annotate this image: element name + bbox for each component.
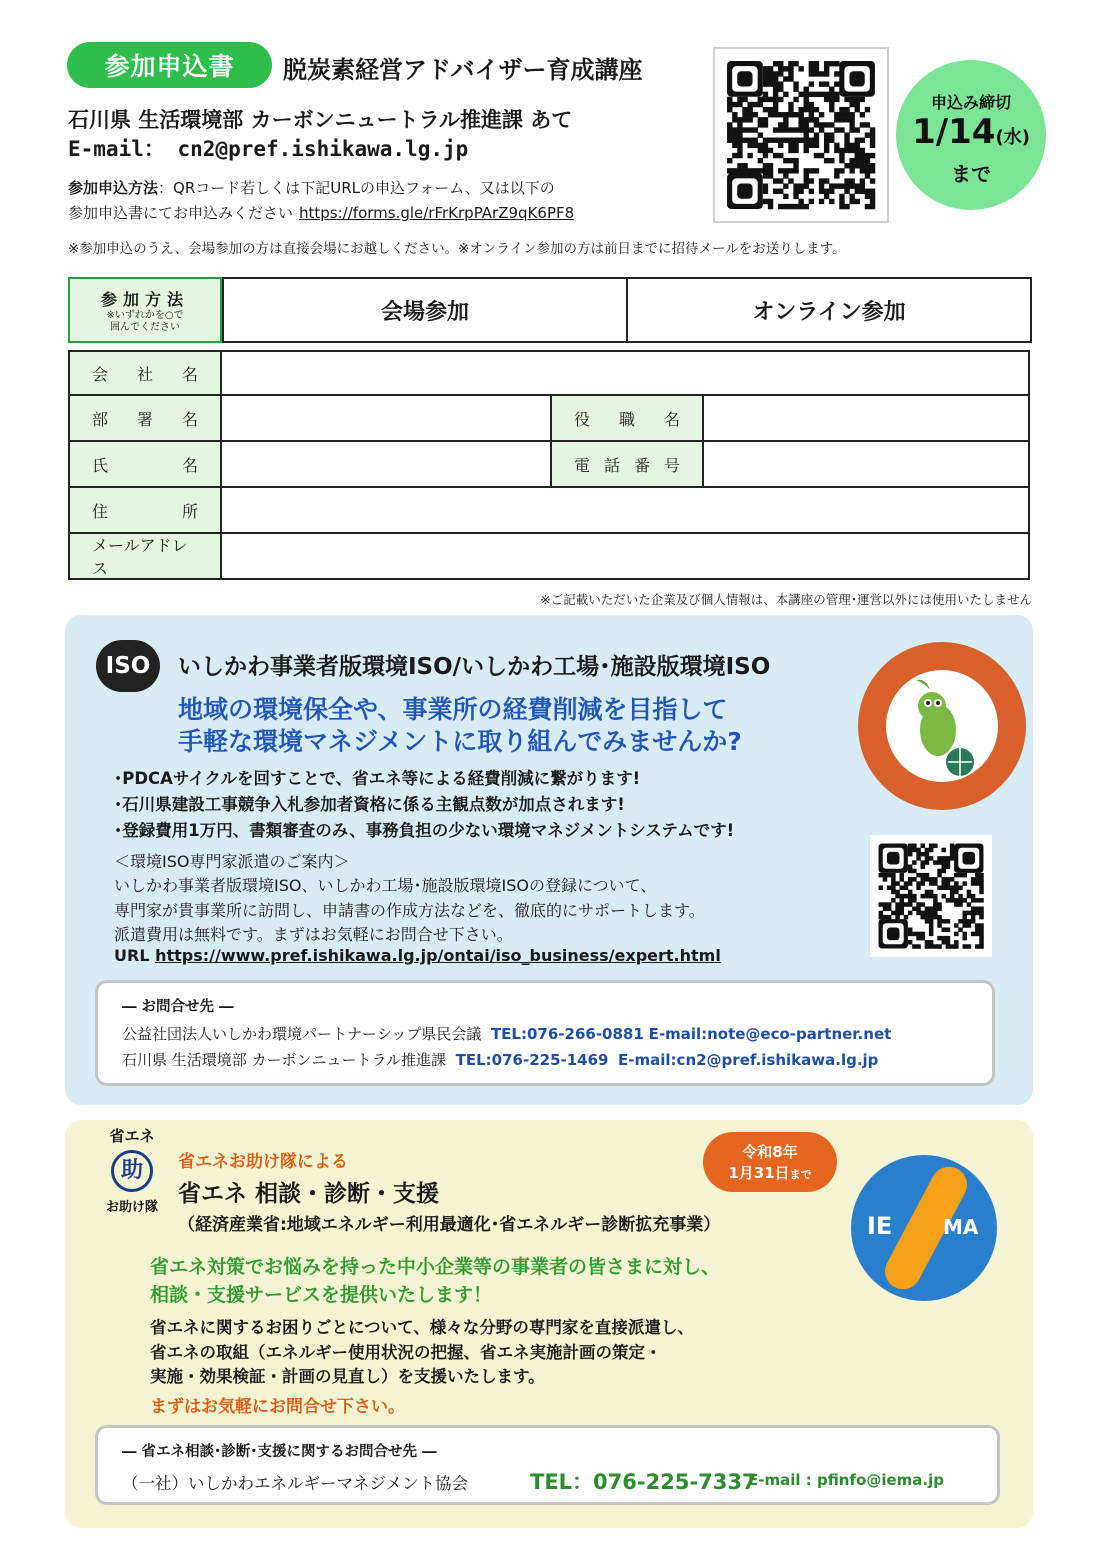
logo-top-text: 省エネ	[109, 1127, 155, 1145]
energy-contact-heading: ― 省エネ相談･診断･支援に関するお問合せ先 ―	[122, 1444, 437, 1460]
deadline-circle	[896, 60, 1046, 210]
row-company	[68, 350, 1030, 396]
iso-logo-inner	[886, 670, 998, 782]
deadline-date	[896, 112, 1046, 152]
contact-email[interactable]: E-mail:cn2@pref.ishikawa.lg.jp	[618, 1051, 879, 1069]
participation-method-header	[68, 277, 222, 343]
energy-deadline-day: 1月31日	[728, 1164, 790, 1182]
label-company	[70, 352, 222, 394]
iso-headline-2: 手軽な環境マネジメントに取り組んでみませんか?	[178, 727, 742, 756]
label-char: 職	[618, 409, 635, 429]
energy-deadline-year: 令和8年	[742, 1143, 798, 1161]
row-name	[68, 442, 1030, 488]
label-char: 名	[663, 409, 680, 429]
label-name	[70, 442, 222, 486]
option-online[interactable]: オンライン参加	[626, 279, 1030, 341]
privacy-notice: ※ご記載いただいた企業及び個人情報は、本講座の管理･運営以外には使用いたしません	[540, 592, 1032, 607]
energy-contact-box	[95, 1425, 1000, 1505]
application-method-text: ：QRコード若しくは下記URLの申込フォーム、又は以下の	[158, 179, 555, 197]
name-field[interactable]	[222, 442, 552, 486]
iema-ie-text: IE	[867, 1212, 893, 1240]
email-field[interactable]	[222, 534, 1028, 578]
phone-field[interactable]	[704, 442, 1028, 486]
label-char: 所	[181, 501, 198, 521]
row-department	[68, 396, 1030, 442]
energy-green-line1: 省エネ対策でお悩みを持った中小企業等の事業者の皆さまに対し、	[150, 1256, 721, 1278]
applicant-info-table	[68, 350, 1030, 580]
iso-qr-code	[870, 835, 992, 957]
energy-body-line: 省エネに関するお困りごとについて、様々な分野の専門家を直接派遣し、	[150, 1318, 694, 1337]
label-char: 会	[92, 364, 109, 384]
energy-contact-email[interactable]: E-mail : pfinfo@iema.jp	[748, 1471, 944, 1489]
label-phone	[552, 442, 704, 486]
recipient-address: 石川県 生活環境部 カーボンニュートラル推進課 あて	[68, 108, 573, 132]
iso-contact-line1	[122, 1023, 891, 1044]
label-address	[70, 488, 222, 532]
iso-title: いしかわ事業者版環境ISO/いしかわ工場･施設版環境ISO	[178, 654, 771, 680]
application-method-label: 参加申込方法	[68, 179, 159, 197]
recipient-email: E-mail： cn2@pref.ishikawa.lg.jp	[68, 137, 469, 161]
label-char: 部	[92, 409, 109, 429]
address-field[interactable]	[222, 488, 1028, 532]
deadline-date-value: 1/14	[912, 112, 996, 152]
label-char: 号	[663, 455, 680, 475]
row-address	[68, 488, 1030, 534]
energy-deadline-badge	[703, 1132, 837, 1192]
energy-call-to-action: まずはお気軽にお問合せ下さい。	[150, 1397, 405, 1417]
contact-email[interactable]: E-mail:note@eco-partner.net	[648, 1025, 892, 1043]
label-char: 番	[633, 455, 650, 475]
contact-org: 公益社団法人いしかわ環境パートナーシップ県民会議	[122, 1025, 482, 1043]
iso-bullet: ･石川県建設工事競争入札参加者資格に係る主観点数が加点されます!	[114, 795, 625, 814]
deadline-suffix: まで	[951, 162, 991, 186]
iso-bullet: ･PDCAサイクルを回すことで、省エネ等による経費削減に繋がります!	[114, 769, 641, 788]
iso-bullet: ･登録費用1万円、書類審査のみ、事務負担の少ない環境マネジメントシステムです!	[114, 821, 735, 840]
energy-contact-org: （一社）いしかわエネルギーマネジメント協会	[122, 1474, 469, 1493]
label-char: 氏	[92, 455, 109, 475]
energy-subtitle: 省エネお助け隊による	[178, 1152, 348, 1172]
label-position	[552, 396, 704, 440]
expert-line: 専門家が貴事業所に訪問し、申請書の作成方法などを、徹底的にサポートします。	[114, 901, 705, 920]
energy-deadline-date	[703, 1162, 837, 1183]
label-char: 話	[603, 455, 620, 475]
participation-method-title: 参加方法	[100, 289, 189, 309]
participation-method-instruction1: ※いずれかを○で	[106, 309, 184, 321]
energy-title: 省エネ 相談・診断・支援	[178, 1181, 440, 1207]
position-field[interactable]	[704, 396, 1028, 440]
label-char: 社	[136, 364, 153, 384]
iso-contact-heading: ― お問合せ先 ―	[122, 999, 234, 1015]
label-char: 名	[181, 364, 198, 384]
iema-ma-text: MA	[943, 1215, 979, 1239]
logo-bottom-text: お助け隊	[105, 1200, 158, 1215]
contact-org: 石川県 生活環境部 カーボンニュートラル推進課	[122, 1051, 447, 1069]
department-field[interactable]	[222, 396, 552, 440]
deadline-label: 申込み締切	[930, 93, 1011, 112]
label-char: 名	[181, 455, 198, 475]
iema-logo	[851, 1155, 997, 1301]
row-email	[68, 534, 1030, 580]
energy-body-line: 実施・効果検証・計画の見直し）を支援いたします。	[150, 1367, 545, 1386]
label-char: 署	[136, 409, 153, 429]
application-method-line1	[68, 177, 555, 198]
energy-contact-tel: TEL：076-225-7337	[530, 1470, 757, 1494]
label-department	[70, 396, 222, 440]
label-char: 名	[181, 409, 198, 429]
deadline-weekday: (水)	[995, 127, 1030, 148]
energy-body-line: 省エネの取組（エネルギー使用状況の把握、省エネ実施計画の策定・	[150, 1343, 662, 1362]
iso-url-link[interactable]: https://www.pref.ishikawa.lg.jp/ontai/iso_business/expert.html	[155, 946, 721, 965]
label-email: メールアドレス	[70, 534, 222, 578]
form-url-link[interactable]: https://forms.gle/rFrKrpPArZ9qK6PF8	[299, 204, 575, 222]
iso-url-label: URL	[114, 946, 150, 965]
application-method-line2	[68, 202, 574, 223]
mascot-icon	[886, 670, 998, 782]
iso-contact-line2	[122, 1049, 878, 1070]
application-method-text2: 参加申込書にてお申込みください	[68, 204, 294, 222]
application-form-badge: 参加申込書	[67, 42, 272, 88]
iso-badge: ISO	[96, 640, 160, 692]
energy-program-note: （経済産業省:地域エネルギー利用最適化･省エネルギー診断拡充事業）	[178, 1215, 721, 1235]
energy-helper-logo	[98, 1125, 166, 1235]
participation-method-instruction2: 囲んでください	[110, 321, 180, 333]
energy-green-line2: 相談・支援サービスを提供いたします！	[150, 1284, 493, 1306]
label-char: 役	[574, 409, 591, 429]
option-venue[interactable]: 会場参加	[222, 279, 626, 341]
application-qr-code	[713, 47, 889, 223]
label-char: 住	[92, 501, 109, 521]
label-char: 電	[574, 455, 591, 475]
participation-notice: ※参加申込のうえ、会場参加の方は直接会場にお越しください。※オンライン参加の方は前日までに招待メールをお送りします。	[68, 241, 846, 257]
expert-line: 派遣費用は無料です。まずはお気軽にお問合せ下さい。	[114, 925, 513, 944]
contact-tel: TEL:076-266-0881	[490, 1025, 644, 1043]
expert-line: いしかわ事業者版環境ISO、いしかわ工場･施設版環境ISOの登録について、	[114, 876, 657, 895]
participation-method-table	[68, 277, 1032, 343]
course-title: 脱炭素経営アドバイザー育成講座	[283, 56, 643, 84]
contact-tel: TEL:076-225-1469	[455, 1051, 609, 1069]
company-field[interactable]	[222, 352, 1028, 394]
helper-mark-icon: 助	[111, 1150, 153, 1192]
iso-headline-1: 地域の環境保全や、事業所の経費削減を目指して	[178, 695, 728, 724]
expert-title: ＜環境ISO専門家派遣のご案内＞	[114, 852, 350, 871]
iso-contact-box	[95, 980, 995, 1086]
iso-mascot-logo	[858, 642, 1026, 810]
iso-url-line	[114, 946, 721, 965]
energy-deadline-suffix: まで	[789, 1168, 812, 1181]
